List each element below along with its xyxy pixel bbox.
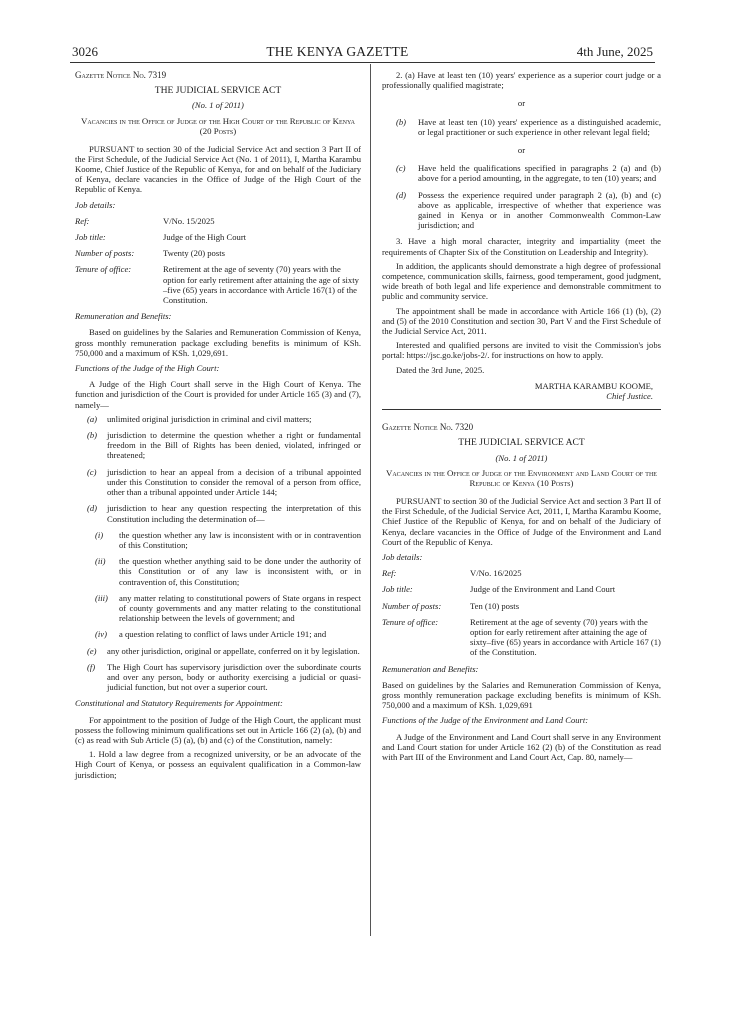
detail-value: Judge of the Environment and Land Court xyxy=(470,584,616,595)
detail-key: Job title: xyxy=(382,584,413,595)
detail-row xyxy=(75,232,361,242)
remuneration-heading: Remuneration and Benefits: xyxy=(75,311,172,322)
issue-date: 4th June, 2025 xyxy=(576,44,653,59)
subitem-marker: (i) xyxy=(95,529,104,540)
notice-number: Gazette Notice No. 7320 xyxy=(382,422,474,433)
detail-row xyxy=(382,568,661,578)
or-separator: or xyxy=(517,98,526,109)
detail-row xyxy=(382,584,661,594)
requirements-intro: For appointment to the position of Judge of the High Court, the applicant must possess the following minimum qualifications set out in Article 166 (2) (a), (b) and (c) as read with Sub Article (5) (a), (b) and (c) of the Constitution, namely: xyxy=(75,714,361,745)
page-header xyxy=(72,40,653,60)
detail-key: Number of posts: xyxy=(382,600,442,611)
item-text: The High Court has supervisory jurisdiction over the subordinate courts and over any person, body or authority exercising a judicial or quasi-judicial function, but not over a superior court. xyxy=(107,661,361,693)
header-rule xyxy=(70,62,655,63)
item-text: jurisdiction to hear an appeal from a decision of a tribunal appointed under this Constitution to consider the removal of a person from office, other than a tribunal appointed under Article 144; xyxy=(107,466,361,498)
signatory-title: Chief Justice. xyxy=(606,391,653,402)
detail-key: Job title: xyxy=(75,232,106,243)
detail-key: Number of posts: xyxy=(75,248,135,259)
item-marker: (d) xyxy=(396,189,407,200)
item-text: Have held the qualifications specified in paragraphs 2 (a) and (b) above for a period amounting, in the aggregate, to ten (10) years; and xyxy=(418,163,661,184)
detail-value: V/No. 15/2025 xyxy=(163,215,215,226)
detail-row xyxy=(75,216,361,226)
functions-heading: Functions of the Judge of the High Court: xyxy=(75,363,220,374)
intro-paragraph: PURSUANT to section 30 of the Judicial Service Act and section 3 Part II of the First Schedule, of the Judicial Service Act (No. 1 of 2011), I, Martha Karambu Koome, Chief Justice of the Republic of Kenya, for and on behalf of the Judiciary of Kenya, declare vacancies in the Office of Judge of the High Court of the Republic of Kenya. xyxy=(75,143,361,195)
detail-value: V/No. 16/2025 xyxy=(470,568,522,579)
item-text: unlimited original jurisdiction in criminal and civil matters; xyxy=(107,413,312,424)
function-item xyxy=(75,503,361,523)
column-divider xyxy=(370,64,371,936)
function-subitem xyxy=(75,530,361,550)
subitem-text: the question whether anything said to be done under the authority of this Constitution or of any law is inconsistent with, or in contravention of, this Constitution; xyxy=(119,556,361,587)
item-text: jurisdiction to determine the question whether a right or fundamental freedom in the Bill of Rights has been denied, violated, infringed or threatened; xyxy=(107,430,361,461)
requirements-heading: Constitutional and Statutory Requirements for Appointment: xyxy=(75,698,283,709)
item-marker: (a) xyxy=(87,413,98,424)
detail-row xyxy=(382,617,661,658)
requirement-1: 1. Hold a law degree from a recognized university, or be an advocate of the High Court of Kenya, or possess an equivalent qualification in a Common-law jurisdiction; xyxy=(75,749,361,780)
subitem-marker: (iv) xyxy=(95,629,107,640)
gazette-title: THE KENYA GAZETTE xyxy=(266,44,409,59)
item-marker: (b) xyxy=(87,430,98,441)
detail-row xyxy=(75,264,361,305)
item-marker: (b) xyxy=(396,116,407,127)
function-subitem xyxy=(75,593,361,624)
item-marker: (c) xyxy=(396,163,406,174)
job-details-heading: Job details: xyxy=(382,551,423,562)
functions-heading: Functions of the Judge of the Environment and Land Court: xyxy=(382,715,589,726)
detail-key: Tenure of office: xyxy=(382,616,439,627)
job-details-heading: Job details: xyxy=(75,199,116,210)
function-item xyxy=(75,646,361,656)
subitem-marker: (iii) xyxy=(95,592,108,603)
detail-row xyxy=(75,248,361,258)
act-number: (No. 1 of 2011) xyxy=(495,452,548,463)
detail-key: Ref: xyxy=(382,568,397,579)
detail-value: Retirement at the age of seventy (70) years with the option for early retirement after attaining the age of sixty–five (65) years in accordance with Article 167 (1) of the Constitution. xyxy=(470,616,661,658)
act-title: THE JUDICIAL SERVICE ACT xyxy=(458,437,585,449)
function-subitem xyxy=(75,629,361,639)
item-marker: (c) xyxy=(87,466,97,477)
subitem-text: any matter relating to constitutional powers of State organs in respect of county governments and any matter relating to the constitutional relationship between the levels of government; and xyxy=(119,592,361,624)
subitem-text: the question whether any law is inconsistent with or in contravention of this Constitution; xyxy=(119,529,361,550)
detail-value: Twenty (20) posts xyxy=(163,248,225,259)
or-separator: or xyxy=(517,145,526,156)
detail-value: Ten (10) posts xyxy=(470,600,520,611)
detail-row xyxy=(382,601,661,611)
function-item xyxy=(75,662,361,693)
act-title: THE JUDICIAL SERVICE ACT xyxy=(154,85,282,97)
appointment-paragraph: The appointment shall be made in accordance with Article 166 (1) (b), (2) and (5) of the 2010 Constitution and section 30, Part V and the First Schedule of the Judicial Service Act, 2011. xyxy=(382,305,661,337)
detail-value: Retirement at the age of seventy (70) years with the option for early retirement after attaining the age of sixty –five (65) years in accordance with Article 167(1) of the Constitution. xyxy=(163,264,359,306)
functions-intro: A Judge of the Environment and Land Court shall serve in any Environment and Land Court station for under Article 162 (2) (b) of the Constitution as read with Part III of the Environment and Land Court Act, Cap. 80, namely— xyxy=(382,731,661,762)
job-details xyxy=(382,568,661,657)
item-text: jurisdiction to hear any question respecting the interpretation of this Constitution including the determination of— xyxy=(107,503,361,524)
item-text: Possess the experience required under paragraph 2 (a), (b) and (c) above as applicable, irrespective of whether that experience was gained in Kenya or in another Commonwealth Common-Law jurisdiction; and xyxy=(418,189,661,231)
remuneration-heading: Remuneration and Benefits: xyxy=(382,663,479,674)
remuneration-paragraph: Based on guidelines by the Salaries and Remuneration Commission of Kenya, gross monthly remuneration package excluding benefits is minimum of KSh. 750,000 and a maximum of KSh. 1,029,691. xyxy=(75,327,361,358)
signatory-name: MARTHA KARAMBU KOOME, xyxy=(534,380,653,391)
remuneration-paragraph: Based on guidelines by the Salaries and Remuneration Commission of Kenya, gross monthly remuneration package excluding benefits is minimum of KSh. 750,000 and a maximum of KSh. 1,029,691 xyxy=(382,679,661,711)
page-number: 3026 xyxy=(72,44,98,59)
requirement-item xyxy=(382,190,661,231)
intro-paragraph: PURSUANT to section 30 of the Judicial Service Act and section 3 Part II of the First Schedule, of the Judicial Service Act, 2011, I, Martha Karambu Koome, Chief Justice of the Republic of Kenya, for and on behalf of the Judiciary of Kenya, declare vacancies in the Office of Judge of the Environment and Land Court of the Republic of Kenya. xyxy=(382,495,661,547)
job-details xyxy=(75,216,361,305)
item-marker: (d) xyxy=(87,503,98,514)
detail-value: Judge of the High Court xyxy=(163,232,247,243)
item-text: Have at least ten (10) years' experience as a distinguished academic, or legal practitioner or such experience in other relevant legal field; xyxy=(418,116,661,137)
item-marker: (f) xyxy=(87,661,96,672)
vacancy-title: Vacancies in the Office of Judge of the High Court of the Republic of Kenya (20 Posts) xyxy=(80,115,355,136)
left-column xyxy=(75,70,361,784)
subitem-marker: (ii) xyxy=(95,556,106,567)
function-item xyxy=(75,430,361,461)
right-column xyxy=(382,70,661,766)
notice-number: Gazette Notice No. 7319 xyxy=(75,70,167,80)
dated-line: Dated the 3rd June, 2025. xyxy=(396,364,485,375)
vacancy-title: Vacancies in the Office of Judge of the Environment and Land Court of the Republic of Kenya (10 Posts) xyxy=(386,467,657,488)
function-subitem xyxy=(75,556,361,587)
detail-key: Ref: xyxy=(75,215,90,226)
act-number: (No. 1 of 2011) xyxy=(192,100,244,111)
item-marker: (e) xyxy=(87,645,97,656)
notice-divider xyxy=(382,409,661,410)
functions-intro: A Judge of the High Court shall serve in the High Court of Kenya. The function and jurisdiction of the Court is provided for under Article 165 (3) and (7), namely— xyxy=(75,379,361,410)
requirement-item xyxy=(382,117,661,137)
addition-paragraph: In addition, the applicants should demonstrate a high degree of professional competence, communication skills, fairness, good temperament, good judgment, wide breath of both legal and life experience and demonstrable commitment to public and community service. xyxy=(382,260,661,302)
requirement-item xyxy=(382,163,661,183)
requirement-3: 3. Have a high moral character, integrity and impartiality (meet the requirements of Chapter Six of the Constitution on Leadership and Integrity). xyxy=(382,236,661,257)
item-text: any other jurisdiction, original or appellate, conferred on it by legislation. xyxy=(107,645,360,656)
function-item xyxy=(75,467,361,498)
requirement-2a: 2. (a) Have at least ten (10) years' experience as a superior court judge or a professionally qualified magistrate; xyxy=(382,70,661,91)
subitem-text: a question relating to conflict of laws under Article 191; and xyxy=(119,629,327,640)
detail-key: Tenure of office: xyxy=(75,264,132,275)
application-paragraph: Interested and qualified persons are invited to visit the Commission's jobs portal: https://jsc.go.ke/jobs-2/. for instructions on how to apply. xyxy=(382,340,661,361)
function-item xyxy=(75,414,361,424)
